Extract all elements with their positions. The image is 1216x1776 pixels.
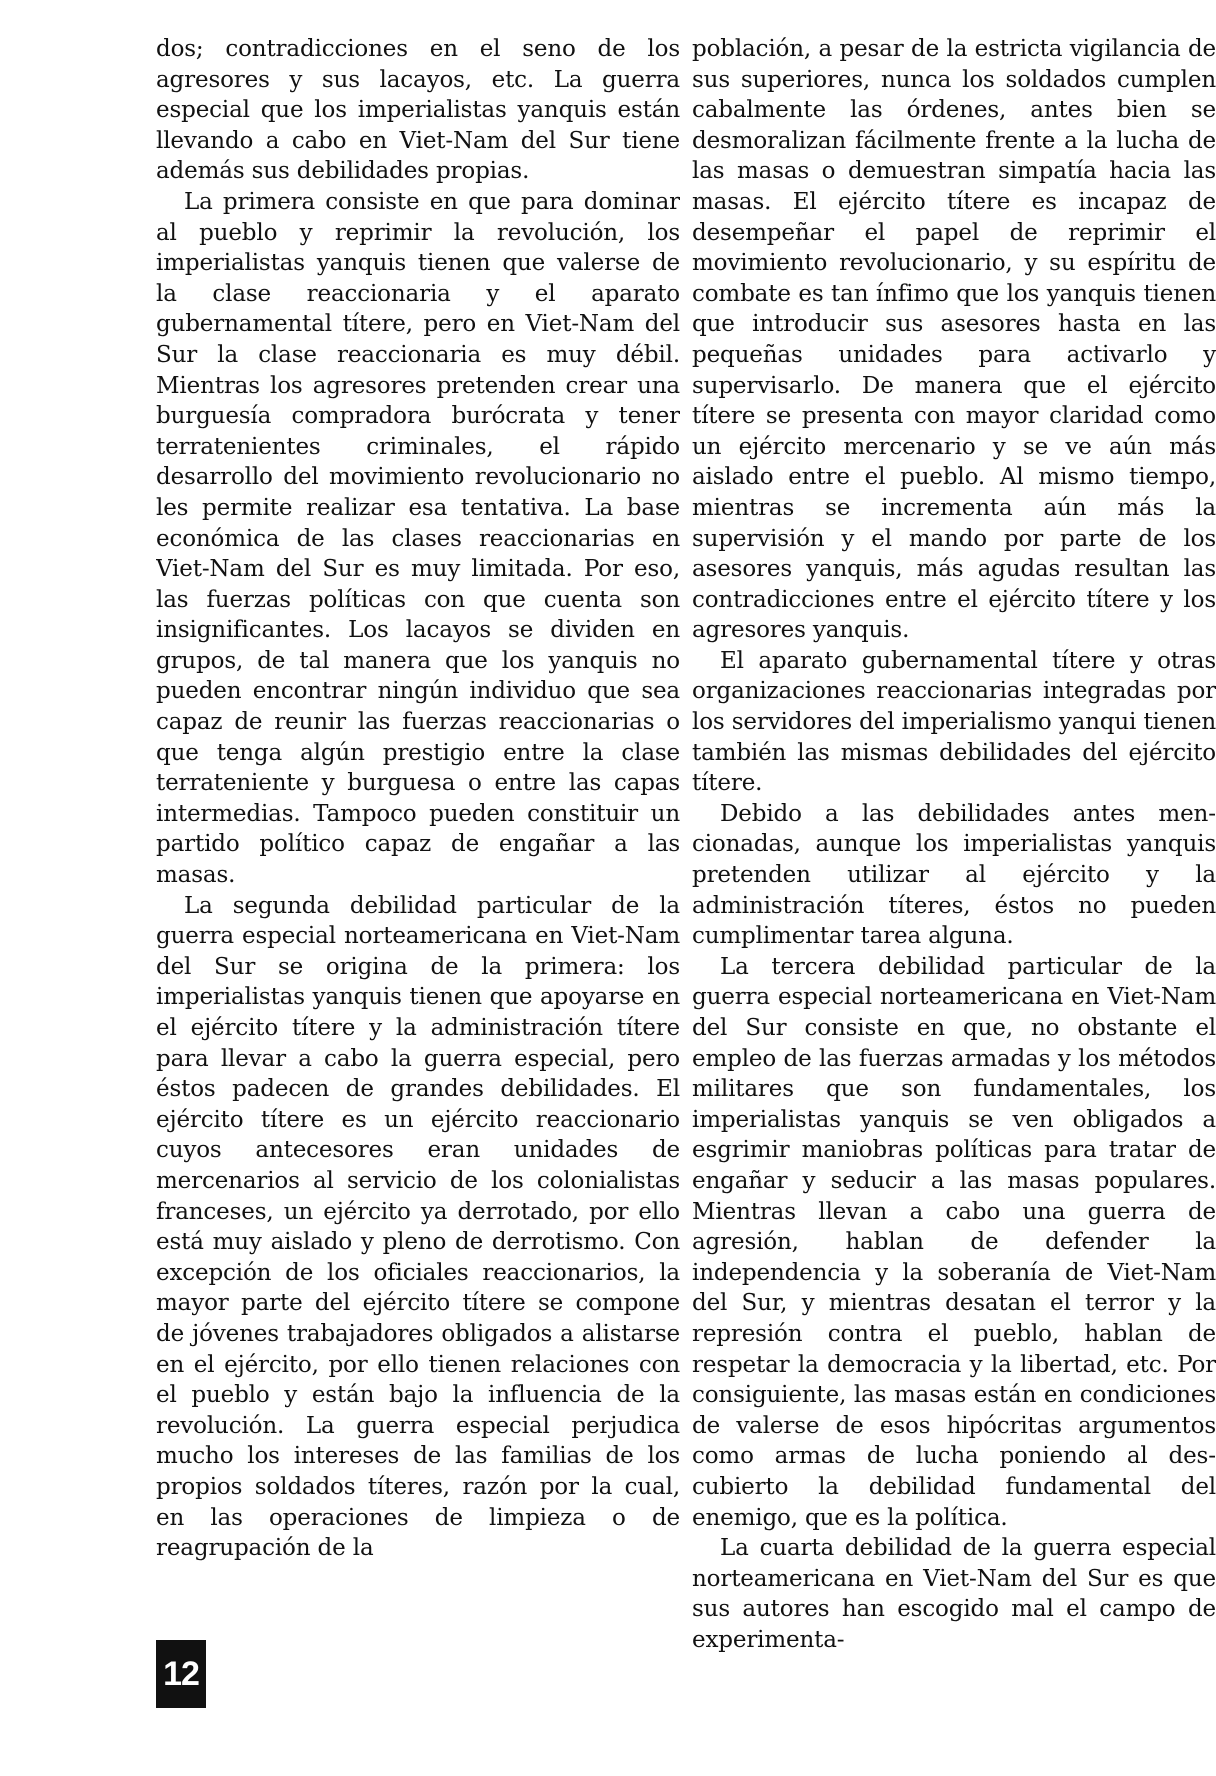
page-number-badge: 12 [156,1640,206,1708]
paragraph: población, a pesar de la estricta vigilancia de sus superiores, nunca los soldados cumplen cabalmente las órdenes, antes bien se desmoralizan fácilmente frente a la lucha de las masas o demuestran simpatía hacia las masas. El ejército títere es incapaz de desempeñar el papel de reprimir el movimiento revolucionario, y su espíritu de combate es tan ínfimo que los yanquis tienen que introducir sus asesores hasta en las pequeñas unidades para activarlo y supervisarlo. De manera que el ejército títere se presenta con mayor claridad como un ejército mercenario y se ve aún más aislado entre el pueblo. Al mismo tiempo, mientras se incrementa aún más la supervisión y el mando por parte de los asesores yanquis, más agudas resultan las contradicciones entre el ejército títere y los agresores yanquis. [692,36,1216,644]
paragraph: La tercera debilidad particular de la guerra especial norteamericana en Viet-Nam del Sur consiste en que, no obstante el empleo de las fuerzas armadas y los métodos militares que son fundamentales, los imperialistas yanquis se ven obligados a esgrimir maniobras políticas para tratar de engañar y seducir a las masas populares. Mientras llevan a cabo una guerra de agresión, hablan de defender la independencia y la soberanía de Viet-Nam del Sur, y mientras desatan el terror y la represión contra el pueblo, hablan de respetar la democracia y la libertad, etc. Por consiguiente, las masas están en condiciones de valerse de esos hipócritas argumentos como armas de lucha poniendo al descubierto la debilidad fundamental del enemigo, que es la política. [692,953,1216,1531]
paragraph: Debido a las debilidades antes mencionadas, aunque los imperialistas yanquis pretenden utilizar al ejército y la administración títeres, éstos no pueden cumplimentar tarea alguna. [692,800,1216,950]
paragraph: El aparato gubernamental títere y otras organizaciones reaccionarias integradas por los servidores del imperialismo yanqui tienen también las mismas debilidades del ejército títere. [692,647,1216,797]
paragraph: La cuarta debilidad de la guerra especial norteamericana en Viet-Nam del Sur es que sus autores han escogido mal el campo de experimenta- [692,1535,1216,1653]
right-column [692,34,1216,1724]
paragraph: La segunda debilidad particular de la guerra especial norteamericana en Viet-Nam del Sur se origina de la primera: los imperialistas yanquis tienen que apoyarse en el ejército títere y la administración títere para llevar a cabo la guerra especial, pero éstos padecen de grandes debilidades. El ejército títere es un ejército reaccionario cuyos antecesores eran unidades de mercenarios al servicio de los colonialistas franceses, un ejército ya derrotado, por ello está muy aislado y pleno de derrotismo. Con excepción de los oficiales reaccionarios, la mayor parte del ejército títere se compone de jóvenes trabajadores obligados a alistarse en el ejército, por ello tienen relaciones con el pueblo y están bajo la influencia de la revolución. La guerra especial perjudica mucho los intereses de las familias de los propios soldados títeres, razón por la cual, en las operaciones de limpieza o de reagrupación de la [156,892,680,1562]
paragraph: La primera consiste en que para dominar al pueblo y reprimir la revolución, los imperialistas yanquis tienen que valerse de la clase reaccionaria y el aparato gubernamental títere, pero en Viet-Nam del Sur la clase reaccionaria es muy débil. Mientras los agresores pretenden crear una burguesía compradora burócrata y tener terratenientes criminales, el rápido desarrollo del movimiento revolucionario no les permite realizar esa tentativa. La base económica de las clases reaccionarias en Viet-Nam del Sur es muy limitada. Por eso, las fuerzas políticas con que cuenta son insignificantes. Los lacayos se dividen en grupos, de tal manera que los yanquis no pueden encontrar ningún individuo que sea capaz de reunir las fuerzas reaccionarias o que tenga algún prestigio entre la clase terrateniente y burguesa o entre las capas intermedias. Tampoco pueden constituir un partido político capaz de engañar a las masas. [156,188,680,889]
left-column [156,34,680,1724]
paragraph: dos; contradicciones en el seno de los agresores y sus lacayos, etc. La guerra especial que los imperialistas yanquis están llevando a cabo en Viet-Nam del Sur tiene además sus debilidades propias. [156,36,680,185]
